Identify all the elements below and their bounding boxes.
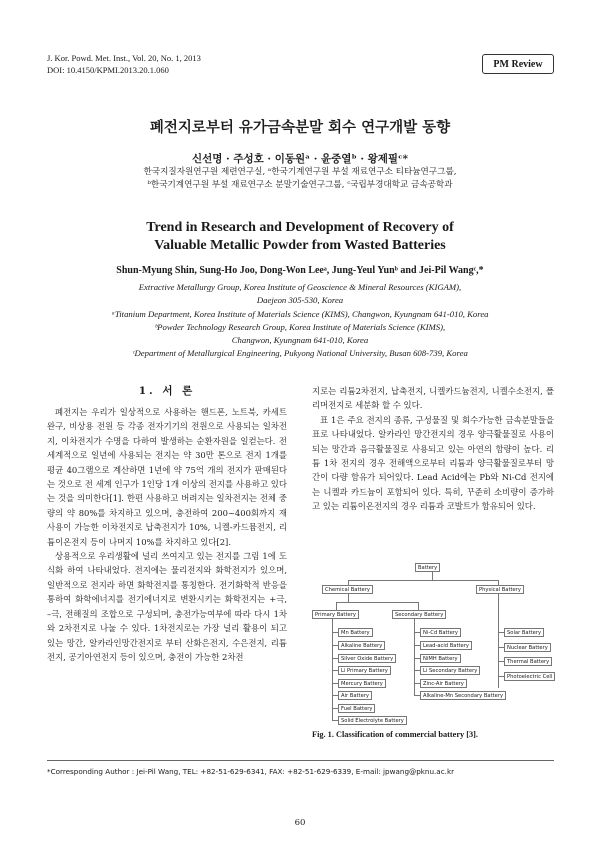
doi: DOI: 10.4150/KPMI.2013.20.1.060 [47,65,169,75]
diagram-leaf: Zinc-Air Battery [420,679,467,688]
paragraph: 상용적으로 우리생활에 널리 쓰여지고 있는 전지를 그림 1에 도식화 하여 나타내었다. 전지에는 물리전지와 화학전지가 있으며, 일반적으로 전지라 하면 화학전지를 통칭한다. 전기화학적 반응을 통하여 화학에너지를 전기에너지로 변환시키는 화학전지는 +극, –극, 전해질의 조합으로 구성되며, 충전가능여부에 따라 다시 1차와 2차전지로 나눌 수 있다. 1차전지로는 가장 널리 활용이 되고 있는 망간, 알카라인망간전지로 부터 산화은전지, 수은전지, 리튬전지, 공기아연전지 등이 있으며, 충전이 가능한 2차전 [47,551,287,662]
diagram-leaf: Air Battery [338,691,372,700]
journal-citation: J. Kor. Powd. Met. Inst., Vol. 20, No. 1, 2013 [47,53,201,63]
diagram-node-secondary: Secondary Battery [392,610,446,619]
english-title-line-2: Valuable Metallic Powder from Wasted Batteries [154,238,446,253]
paragraph: 폐전지는 우리가 일상적으로 사용하는 핸드폰, 노트북, 카세트 완구, 비상용 전원 등 각종 전자기기의 전원으로 사용되는 일차전지, 이차전지가 수명을 다하여 발생하는 순환자원을 일컫는다. 전세계적으로 일년에 사용되는 전지는 약 30만 톤으로 전지 1개를 평균 40그램으로 계산하면 1년에 약 75억 개의 전지가 판매된다는 것으로 전 세계 인구가 1인당 1개 이상의 전지를 사용하고 있다는 것을 의미한다[1]. 한편 사용하고 버려지는 일차전지는 전체 중량의 약 80%를 차지하고 있으며, 충전하여 200~400회까지 재사용이 가능한 이차전지로 납축전지가 10%, 니켈-카드뮴전지, 리튬이온전지 등이 나머지 10%를 차지하고 있다[2]. [47,407,287,547]
korean-affiliation-1: 한국지질자원연구원 제련연구실, ᵃ한국기계연구원 부설 재료연구소 티타늄연구그룹, [143,167,457,177]
diagram-leaf: Li Secondary Battery [420,666,480,675]
right-column [312,384,554,514]
diagram-leaf: NiMH Battery [420,654,461,663]
diagram-leaf: Fuel Battery [338,704,375,713]
journal-header [47,52,201,76]
english-affiliation-6: ᶜDepartment of Metallurgical Engineering, Pukyong National University, Busan 608-739, Korea [132,348,468,358]
english-affiliation-2: Daejeon 305-530, Korea [256,295,344,305]
section-heading: 1. 서 론 [138,385,196,397]
figure-caption: Fig. 1. Classification of commercial battery [3]. [312,730,478,739]
diagram-node-chemical: Chemical Battery [322,585,373,594]
diagram-node-root: Battery [415,563,440,572]
corresponding-author-footnote: *Corresponding Author : Jei-Pil Wang, TEL: +82-51-629-6341, FAX: +82-51-629-6339, E-mail: jpwang@pknu.ac.kr [47,767,455,776]
english-affiliation-5: Changwon, Kyungnam 641-010, Korea [231,335,369,345]
footnote-rule [47,760,554,761]
diagram-leaf: Photoelectric Cell [504,672,555,681]
battery-classification-diagram [308,560,556,722]
korean-authors: 신선명 · 주성호 · 이동원ᵃ · 윤중열ᵇ · 왕제필ᶜ* [191,153,409,165]
paragraph: 표 1은 주요 전지의 종류, 구성물질 및 회수가능한 금속분말들을 표로 나타내었다. 알카라인 망간전지의 경우 양극활물질로 사용이 되는 망간과 음극활물질로 사용되고 있는 아연의 함량이 높다. 리튬 1차 전지의 경우 전해액으로부터 리튬과 양극활물질로부터 망간이 다량 함유가 되어있다. Lead Acid에는 Pb와 Ni-Cd 전지에는 니켈과 카드늄이 포함되어 있다. 특히, 꾸준히 소비량이 증가하고 있는 리튬이온전지의 경우 리튬과 코발트가 함유되어 있다. [312,414,554,512]
diagram-leaf: Li Primary Battery [338,666,391,675]
diagram-leaf: Alkaline Battery [338,641,385,650]
diagram-leaf: Ni-Cd Battery [420,628,461,637]
english-affiliation-1: Extractive Metallurgy Group, Korea Institute of Geoscience & Mineral Resources (KIGAM), [138,282,462,292]
diagram-leaf: Nuclear Battery [504,643,551,652]
diagram-leaf: Thermal Battery [504,657,552,666]
review-badge: PM Review [482,54,554,74]
english-authors: Shun-Myung Shin, Sung-Ho Joo, Dong-Won Leeᵃ, Jung-Yeul Yunᵇ and Jei-Pil Wangᶜ,* [116,265,484,276]
english-title-line-1: Trend in Research and Development of Recovery of [146,220,454,235]
page-number: 60 [294,818,306,828]
diagram-leaf: Mercury Battery [338,679,386,688]
diagram-node-primary: Primary Battery [312,610,359,619]
paragraph: 지로는 리튬2차전지, 납축전지, 니켈카드늄전지, 니켈수소전지, 폴리머전지로 세분화 할 수 있다. [312,386,554,411]
diagram-node-physical: Physical Battery [476,585,524,594]
diagram-leaf: Alkaline-Mn Secondary Battery [420,691,506,700]
diagram-leaf: Solar Battery [504,628,544,637]
left-column [47,405,287,664]
english-affiliation-3: ᵃTitanium Department, Korea Institute of Materials Science (KIMS), Changwon, Kyungnam 641-010, Korea [111,309,489,319]
diagram-leaf: Silver Oxide Battery [338,654,396,663]
diagram-leaf: Mn Battery [338,628,373,637]
english-title [0,219,600,255]
diagram-leaf: Solid Electrolyte Battery [338,716,407,725]
korean-affiliation-2: ᵇ한국기계연구원 부설 재료연구소 분말기술연구그룹, ᶜ국립부경대학교 금속공학과 [147,180,453,190]
korean-title: 폐전지로부터 유가금속분말 회수 연구개발 동향 [149,119,451,136]
english-affiliation-4: ᵇPowder Technology Research Group, Korea Institute of Materials Science (KIMS), [154,322,446,332]
diagram-leaf: Lead-acid Battery [420,641,472,650]
